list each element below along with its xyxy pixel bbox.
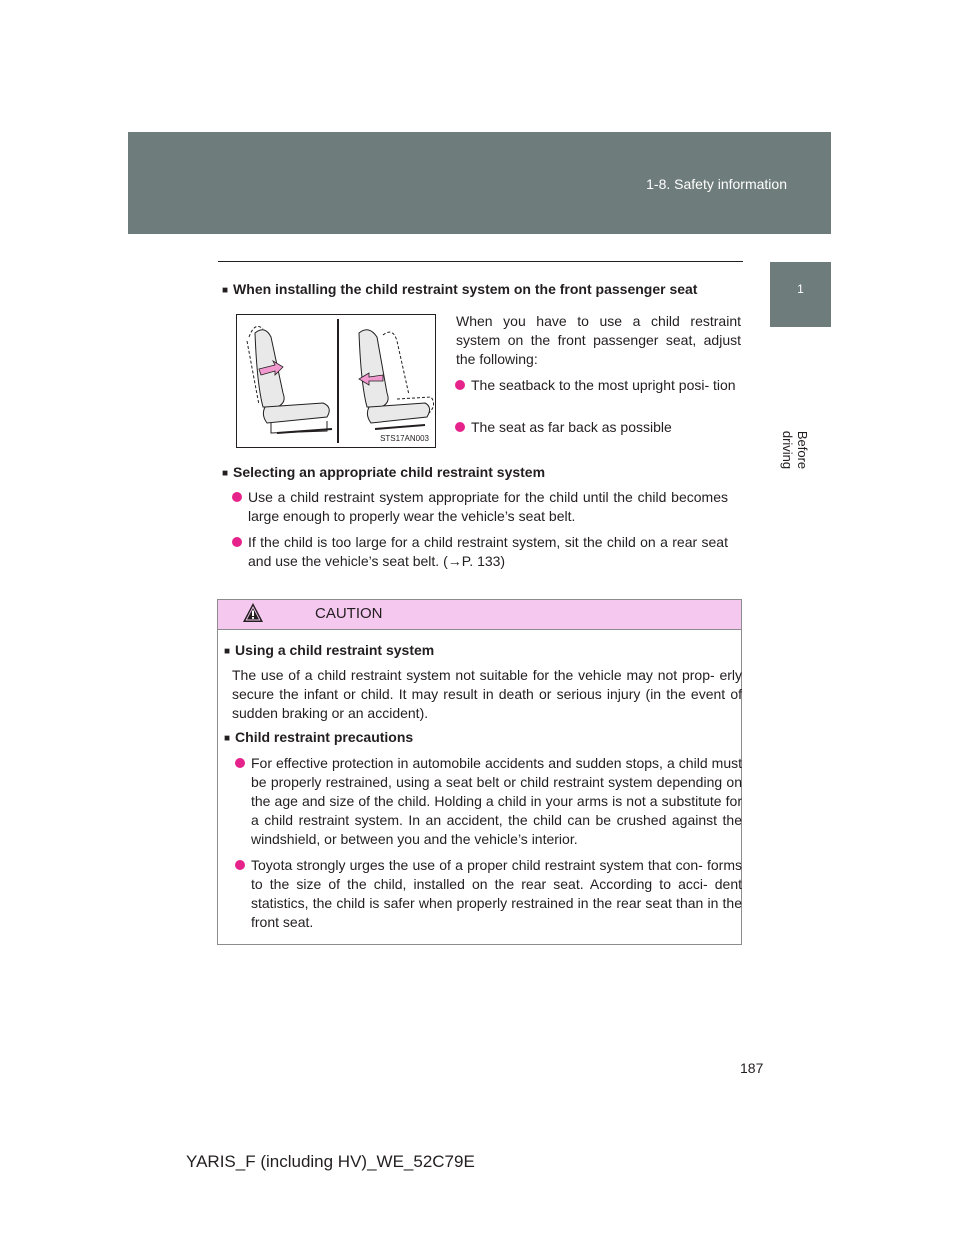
bullet-dot-icon	[235, 758, 245, 768]
caution-bullet-1: For effective protection in automobile accidents and sudden stops, a child must be properly restrained, using a seat belt or child restraint system depending on the age and size of the child. Holding a child in your arms is not a substitute for a child restraint system. In an accident, the child can be crushed against the windshield, or between you and the vehicle’s interior.	[251, 754, 742, 849]
selecting-heading: ■ Selecting an appropriate child restraint system	[222, 463, 742, 483]
chapter-number: 1	[797, 282, 804, 296]
page-number: 187	[740, 1060, 764, 1076]
caution-title: CAUTION	[315, 605, 383, 622]
square-bullet-icon: ■	[222, 285, 229, 296]
front-seat-intro: When you have to use a child restraint system on the front passenger seat, adjust the following:	[456, 313, 741, 367]
warning-triangle-icon	[242, 602, 264, 624]
seat-upright-icon	[247, 326, 332, 433]
figure-code: STS17AN003	[380, 434, 429, 443]
chapter-title: Before driving	[780, 430, 810, 470]
seat-adjust-illustration	[237, 315, 435, 447]
square-bullet-icon: ■	[224, 646, 231, 657]
caution-heading-2: ■ Child restraint precautions	[224, 728, 734, 748]
square-bullet-icon: ■	[222, 468, 229, 479]
header-band	[128, 132, 831, 234]
footer-id: YARIS_F (including HV)_WE_52C79E	[186, 1152, 475, 1171]
bullet-dot-icon	[455, 380, 465, 390]
selecting-bullet-2: If the child is too large for a child restraint system, sit the child on a rear seat and use the vehicle’s seat belt. (→P. 133)	[248, 533, 728, 571]
caution-heading-1: ■ Using a child restraint system	[224, 641, 734, 661]
section-rule	[218, 261, 743, 262]
caution-header	[218, 600, 741, 630]
section-title: 1-8. Safety information	[646, 176, 787, 192]
caution-bullet-2: Toyota strongly urges the use of a proper child restraint system that con- forms to the size of the child, installed on the rear seat. According to acci- dent statistics, the child is safer when properly restrained in the rear seat than in the front seat.	[251, 856, 742, 932]
bullet-dot-icon	[235, 860, 245, 870]
bullet-dot-icon	[455, 422, 465, 432]
caution-box	[217, 599, 742, 945]
front-seat-bullet-2: The seat as far back as possible	[471, 418, 741, 437]
selecting-bullet-1: Use a child restraint system appropriate for the child until the child becomes large enough to properly wear the vehicle’s seat belt.	[248, 488, 728, 526]
square-bullet-icon: ■	[224, 733, 231, 744]
front-seat-bullet-1: The seatback to the most upright posi- tion	[471, 376, 741, 395]
chapter-tab	[770, 262, 831, 327]
front-seat-heading: ■ When installing the child restraint system on the front passenger seat	[222, 280, 742, 300]
bullet-dot-icon	[232, 537, 242, 547]
seat-figure	[236, 314, 436, 448]
bullet-dot-icon	[232, 492, 242, 502]
caution-text-1: The use of a child restraint system not suitable for the vehicle may not prop- erly secure the infant or child. It may result in death or serious injury (in the event of sudden braking or an accident).	[232, 667, 742, 721]
